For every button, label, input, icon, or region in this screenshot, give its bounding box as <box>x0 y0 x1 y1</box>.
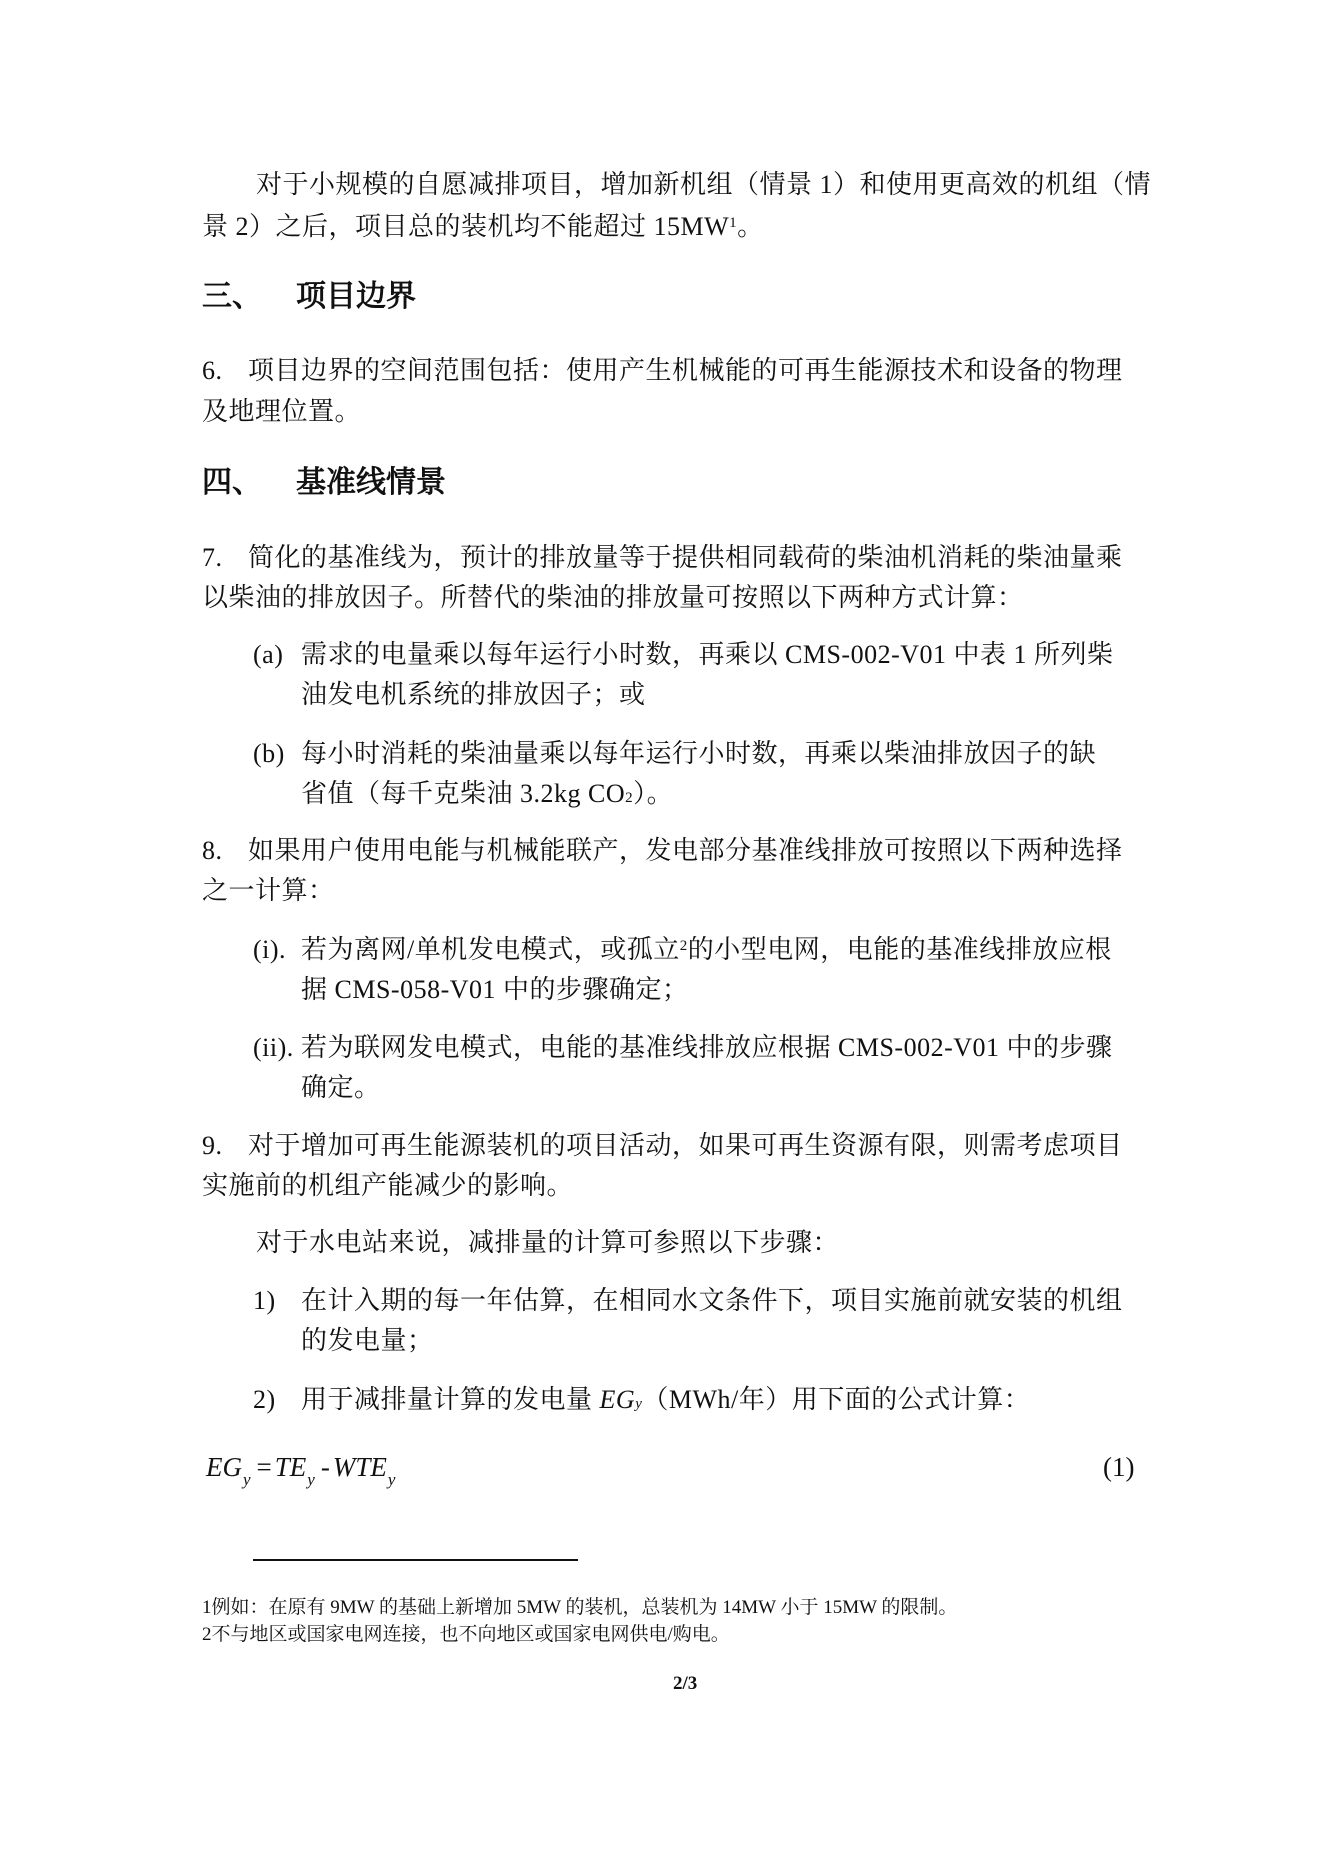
para-6-line-1 <box>202 356 1123 386</box>
eq-lhs: EG <box>206 1452 242 1482</box>
intro-line-2-text: 景 2）之后，项目总的装机均不能超过 15MW <box>202 212 730 241</box>
footnote-1: 1例如：在原有 9MW 的基础上新增加 5MW 的装机，总装机为 14MW 小于 15MW 的限制。 <box>202 1597 958 1618</box>
hydro-intro: 对于水电站来说，减排量的计算可参照以下步骤： <box>256 1228 840 1257</box>
para-number: 6. <box>202 356 223 385</box>
list-item-ii-line-1 <box>253 1033 1113 1063</box>
eq-equals: = <box>256 1452 272 1482</box>
para-8-line-2: 之一计算： <box>202 876 335 905</box>
para-8-text: 如果用户使用电能与机械能联产，发电部分基准线排放可按照以下两种选择 <box>248 836 1123 865</box>
eq-subscript: y <box>387 1470 396 1489</box>
list-label: (ii). <box>253 1033 294 1062</box>
para-number: 8. <box>202 836 223 865</box>
para-6-text: 项目边界的空间范围包括：使用产生机械能的可再生能源技术和设备的物理 <box>248 356 1123 385</box>
footnote-ref-2[interactable]: 2 <box>679 938 688 954</box>
variable-eg: EG <box>599 1385 636 1414</box>
page-number: 2/3 <box>673 1673 698 1694</box>
list-item-i-line-2: 据 CMS-058-V01 中的步骤确定； <box>301 975 689 1004</box>
para-6-line-2: 及地理位置。 <box>202 397 362 426</box>
list-item-text: 需求的电量乘以每年运行小时数，再乘以 CMS-002-V01 中表 1 所列柴 <box>301 640 1114 669</box>
para-number: 7. <box>202 543 223 572</box>
intro-line-1: 对于小规模的自愿减排项目，增加新机组（情景 1）和使用更高效的机组（情 <box>256 170 1152 199</box>
list-item-b-line-2 <box>301 779 673 809</box>
footnote-separator <box>253 1559 578 1561</box>
list-label: (b) <box>253 739 285 768</box>
list-item-text-end: ）。 <box>633 779 674 808</box>
section-number: 四、 <box>202 465 262 500</box>
list-item-a-line-1 <box>253 640 1114 670</box>
eq-subscript: y <box>307 1470 315 1489</box>
list-item-i-line-1 <box>253 935 1112 965</box>
step-2-line-1 <box>253 1385 1030 1415</box>
list-item-text: 若为离网/单机发电模式，或孤立 <box>301 935 680 964</box>
eq-term-1: TE <box>274 1452 307 1482</box>
step-1-line-1 <box>253 1286 1123 1316</box>
list-item-text-end: 的小型电网，电能的基准线排放应根 <box>687 935 1112 964</box>
step-text-end: （MWh/年）用下面的公式计算： <box>642 1385 1031 1414</box>
para-8-line-1 <box>202 836 1123 866</box>
section-title: 项目边界 <box>296 279 416 314</box>
equation-number: (1) <box>1103 1452 1135 1482</box>
subscript: y <box>635 1396 643 1412</box>
intro-line-2 <box>202 212 764 242</box>
footnote-2: 2不与地区或国家电网连接，也不向地区或国家电网供电/购电。 <box>202 1624 730 1645</box>
section-title: 基准线情景 <box>296 465 446 500</box>
para-number: 9. <box>202 1131 223 1160</box>
list-label: (a) <box>253 640 284 669</box>
list-label: (i). <box>253 935 287 964</box>
eq-subscript: y <box>243 1470 251 1489</box>
step-label: 1) <box>253 1286 276 1315</box>
para-7-line-1 <box>202 543 1123 573</box>
step-label: 2) <box>253 1385 276 1414</box>
list-item-a-line-2: 油发电机系统的排放因子；或 <box>301 680 646 709</box>
eq-term-2: WTE <box>332 1452 387 1482</box>
section-heading-4 <box>202 466 446 500</box>
section-heading-3 <box>202 280 416 314</box>
list-item-text: 每小时消耗的柴油量乘以每年运行小时数，再乘以柴油排放因子的缺 <box>301 739 1097 768</box>
footnote-ref-1[interactable]: 1 <box>729 215 738 231</box>
para-9-text: 对于增加可再生能源装机的项目活动，如果可再生资源有限，则需考虑项目 <box>248 1131 1123 1160</box>
subscript: 2 <box>625 790 634 806</box>
step-1-line-2: 的发电量； <box>301 1326 434 1355</box>
section-number: 三、 <box>202 279 262 314</box>
list-item-text: 若为联网发电模式，电能的基准线排放应根据 CMS-002-V01 中的步骤 <box>301 1033 1113 1062</box>
list-item-ii-line-2: 确定。 <box>301 1073 381 1102</box>
eq-minus: - <box>320 1452 330 1482</box>
para-7-text: 简化的基准线为，预计的排放量等于提供相同载荷的柴油机消耗的柴油量乘 <box>248 543 1123 572</box>
step-text: 在计入期的每一年估算，在相同水文条件下，项目实施前就安装的机组 <box>301 1286 1123 1315</box>
list-item-text: 省值（每千克柴油 3.2kg CO <box>301 779 626 808</box>
equation-1 <box>206 1452 398 1489</box>
intro-line-2-end: 。 <box>737 212 764 241</box>
para-9-line-2: 实施前的机组产能减少的影响。 <box>202 1171 574 1200</box>
para-9-line-1 <box>202 1131 1123 1161</box>
list-item-b-line-1 <box>253 739 1096 769</box>
para-7-line-2: 以柴油的排放因子。所替代的柴油的排放量可按照以下两种方式计算： <box>202 583 1024 612</box>
step-text: 用于减排量计算的发电量 <box>301 1385 600 1414</box>
